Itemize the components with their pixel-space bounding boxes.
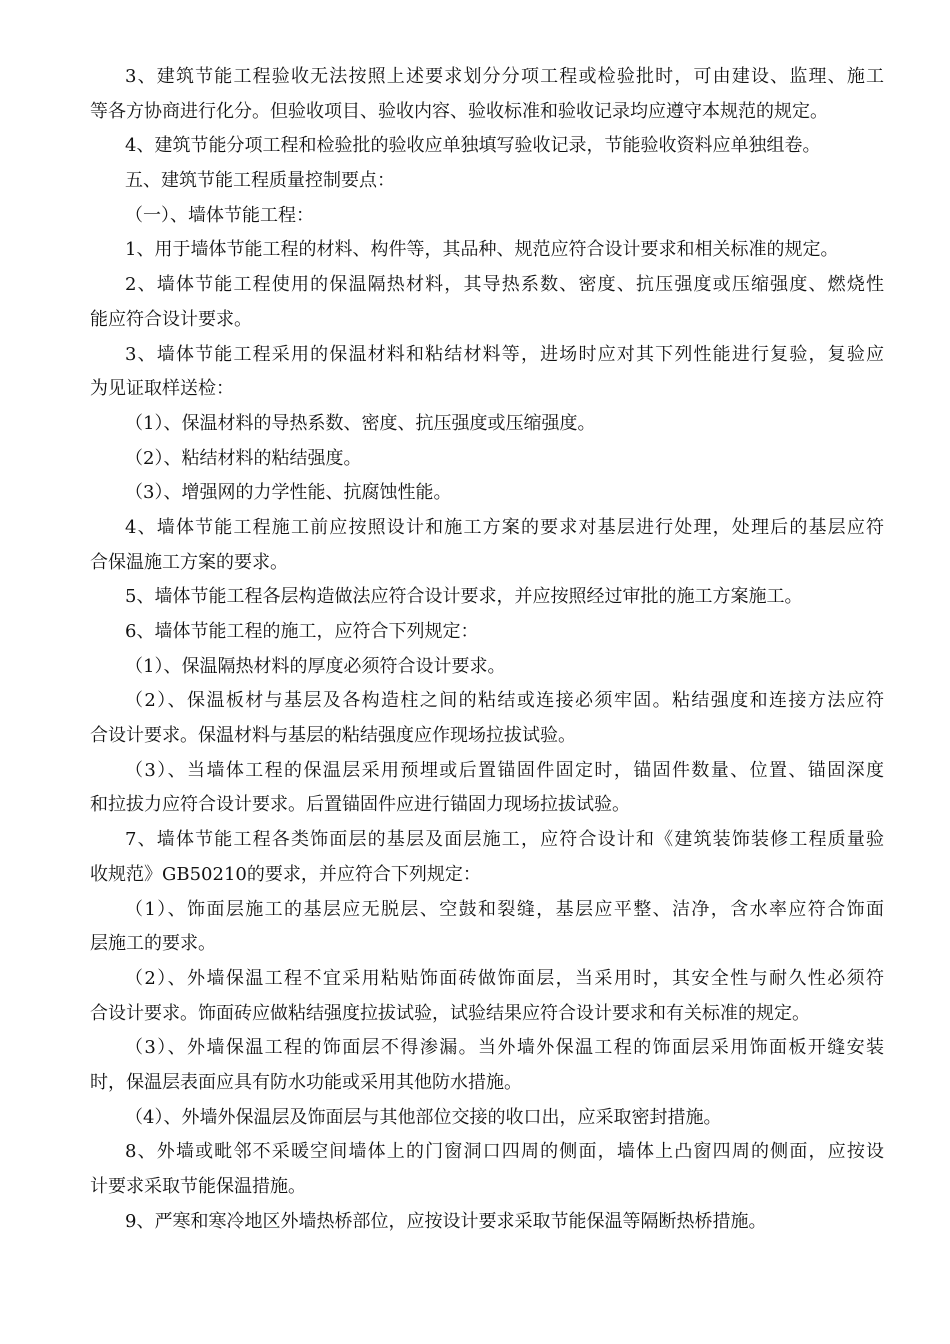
list-item: （1）、饰面层施工的基层应无脱层、空鼓和裂缝，基层应平整、洁净，含水率应符合饰面: [125, 898, 884, 920]
paragraph-line: 能应符合设计要求。: [90, 308, 252, 330]
paragraph-line: 8、外墙或毗邻不采暖空间墙体上的门窗洞口四周的侧面，墙体上凸窗四周的侧面，应按设: [125, 1141, 884, 1163]
list-item: （3）、当墙体工程的保温层采用预埋或后置锚固件固定时，锚固件数量、位置、锚固深度: [125, 759, 884, 781]
list-item: （3）、增强网的力学性能、抗腐蚀性能。: [125, 482, 452, 504]
list-item-continuation: 时，保温层表面应具有防水功能或采用其他防水措施。: [90, 1071, 522, 1093]
paragraph-line: 2、墙体节能工程使用的保温隔热材料，其导热系数、密度、抗压强度或压缩强度、燃烧性: [125, 274, 884, 296]
paragraph-line: 7、墙体节能工程各类饰面层的基层及面层施工，应符合设计和《建筑装饰装修工程质量验: [125, 829, 884, 851]
list-item-continuation: 合设计要求。饰面砖应做粘结强度拉拔试验，试验结果应符合设计要求和有关标准的规定。: [90, 1002, 810, 1024]
list-item: （1）、保温隔热材料的厚度必须符合设计要求。: [125, 655, 506, 677]
paragraph-line: 3、墙体节能工程采用的保温材料和粘结材料等，进场时应对其下列性能进行复验，复验应: [125, 343, 884, 365]
list-item: （2）、粘结材料的粘结强度。: [125, 447, 362, 469]
document-body: [90, 60, 884, 1239]
paragraph-line: 6、墙体节能工程的施工，应符合下列规定：: [125, 621, 479, 642]
paragraph-line: 等各方协商进行化分。但验收项目、验收内容、验收标准和验收记录均应遵守本规范的规定。: [90, 100, 828, 122]
paragraph-line: 计要求采取节能保温措施。: [90, 1176, 306, 1197]
paragraph-line: 收规范》GB50210的要求，并应符合下列规定：: [90, 863, 481, 885]
paragraph-line: 9、严寒和寒冷地区外墙热桥部位，应按设计要求采取节能保温等隔断热桥措施。: [125, 1210, 767, 1232]
paragraph-line: 4、墙体节能工程施工前应按照设计和施工方案的要求对基层进行处理，处理后的基层应符: [125, 516, 884, 538]
list-item-continuation: 和拉拔力应符合设计要求。后置锚固件应进行锚固力现场拉拔试验。: [90, 794, 630, 816]
list-item: （1）、保温材料的导热系数、密度、抗压强度或压缩强度。: [125, 412, 596, 434]
section-heading: 五、建筑节能工程质量控制要点：: [125, 170, 395, 192]
paragraph-line: 合保温施工方案的要求。: [90, 551, 288, 573]
list-item: （2）、保温板材与基层及各构造柱之间的粘结或连接必须牢固。粘结强度和连接方法应符: [125, 690, 884, 712]
subsection-heading: （一）、墙体节能工程：: [125, 204, 314, 226]
paragraph-line: 5、墙体节能工程各层构造做法应符合设计要求，并应按照经过审批的施工方案施工。: [125, 586, 803, 608]
list-item-continuation: 合设计要求。保温材料与基层的粘结强度应作现场拉拔试验。: [90, 725, 576, 747]
paragraph-line: 为见证取样送检：: [90, 378, 234, 400]
paragraph-line: 3、建筑节能工程验收无法按照上述要求划分分项工程或检验批时，可由建设、监理、施工: [125, 66, 884, 87]
list-item: （2）、外墙保温工程不宜采用粘贴饰面砖做饰面层，当采用时，其安全性与耐久性必须符: [125, 967, 884, 989]
list-item-continuation: 层施工的要求。: [90, 933, 216, 955]
paragraph-line: 4、建筑节能分项工程和检验批的验收应单独填写验收记录，节能验收资料应单独组卷。: [125, 135, 821, 157]
list-item: （4）、外墙外保温层及饰面层与其他部位交接的收口出，应采取密封措施。: [125, 1106, 722, 1128]
paragraph-line: 1、用于墙体节能工程的材料、构件等，其品种、规范应符合设计要求和相关标准的规定。: [125, 239, 839, 261]
list-item: （3）、外墙保温工程的饰面层不得渗漏。当外墙外保温工程的饰面层采用饰面板开缝安装: [125, 1037, 884, 1059]
